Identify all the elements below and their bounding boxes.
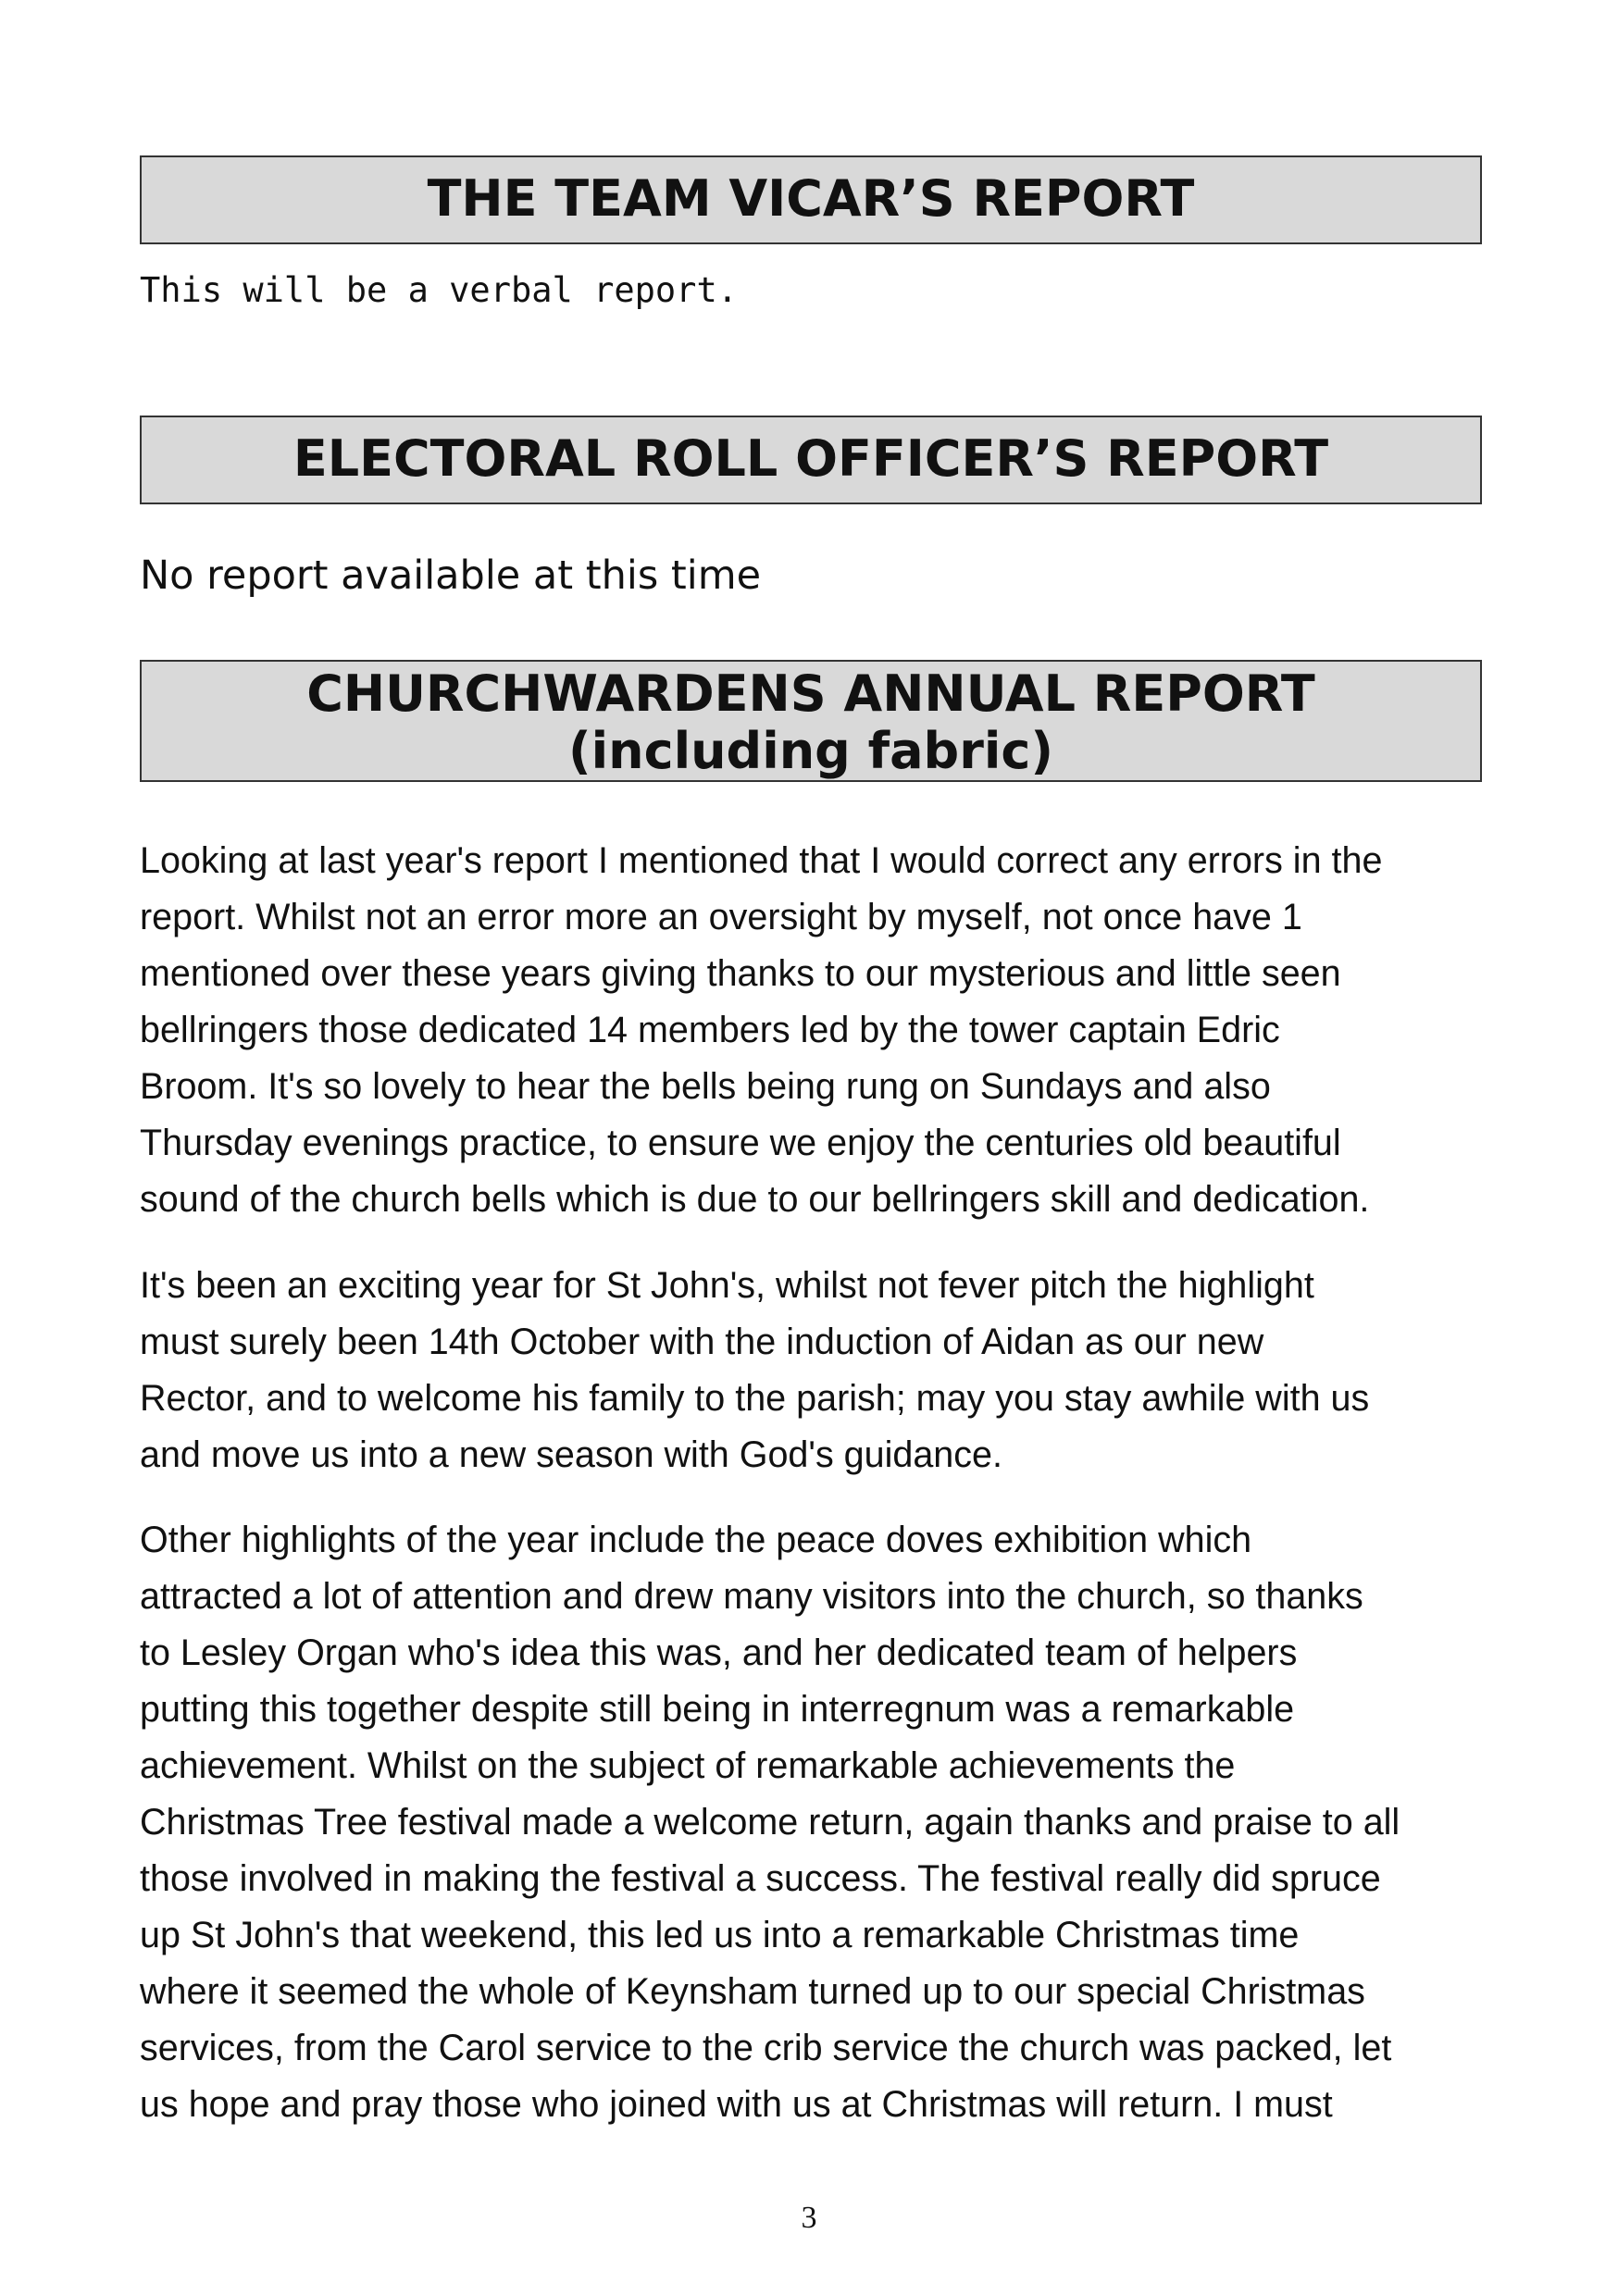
text-line: sound of the church bells which is due to our bellringers skill and dedication. (140, 1179, 1370, 1220)
text-line: achievement. Whilst on the subject of remarkable achievements the (140, 1745, 1236, 1786)
text-line: must surely been 14th October with the induction of Aidan as our new (140, 1322, 1264, 1362)
churchwardens-report-heading (140, 660, 1482, 782)
electoral-roll-heading (140, 416, 1482, 504)
text-line: Other highlights of the year include the peace doves exhibition which (140, 1520, 1252, 1560)
page-number: 3 (801, 2201, 817, 2235)
text-line: bellringers those dedicated 14 members led by the tower captain Edric (140, 1010, 1280, 1050)
vicar-report-heading (140, 155, 1482, 244)
churchwardens-paragraph-1 (140, 833, 1491, 1228)
vicar-report-title: THE TEAM VICAR’S REPORT (427, 169, 1195, 228)
text-line: Rector, and to welcome his family to the parish; may you stay awhile with us (140, 1378, 1370, 1419)
text-line: mentioned over these years giving thanks to our mysterious and little seen (140, 953, 1341, 994)
text-line: and move us into a new season with God's guidance. (140, 1434, 1002, 1475)
churchwardens-paragraph-3 (140, 1512, 1491, 2133)
text-line: us hope and pray those who joined with us at Christmas will return. I must (140, 2084, 1333, 2125)
text-line: Christmas Tree festival made a welcome return, again thanks and praise to all (140, 1802, 1400, 1843)
churchwardens-title-line2: (including fabric) (567, 722, 1054, 780)
electoral-roll-title: ELECTORAL ROLL OFFICER’S REPORT (292, 429, 1329, 488)
electoral-roll-text: No report available at this time (140, 552, 762, 599)
text-line: report. Whilst not an error more an oversight by myself, not once have 1 (140, 897, 1302, 937)
text-line: services, from the Carol service to the crib service the church was packed, let (140, 2028, 1392, 2068)
churchwardens-paragraph-2 (140, 1258, 1491, 1483)
text-line: where it seemed the whole of Keynsham turned up to our special Christmas (140, 1971, 1365, 2012)
text-line: those involved in making the festival a success. The festival really did spruce (140, 1858, 1381, 1899)
text-line: attracted a lot of attention and drew many visitors into the church, so thanks (140, 1576, 1363, 1617)
text-line: up St John's that weekend, this led us into a remarkable Christmas time (140, 1915, 1300, 1955)
text-line: Thursday evenings practice, to ensure we enjoy the centuries old beautiful (140, 1123, 1341, 1163)
churchwardens-title-line1: CHURCHWARDENS ANNUAL REPORT (306, 664, 1315, 723)
vicar-report-text: This will be a verbal report. (140, 270, 739, 310)
text-line: to Lesley Organ who's idea this was, and her dedicated team of helpers (140, 1632, 1298, 1673)
text-line: Broom. It's so lovely to hear the bells being rung on Sundays and also (140, 1066, 1271, 1107)
text-line: It's been an exciting year for St John's, whilst not fever pitch the highlight (140, 1265, 1314, 1306)
text-line: putting this together despite still being in interregnum was a remarkable (140, 1689, 1295, 1730)
text-line: Looking at last year's report I mentioned that I would correct any errors in the (140, 840, 1383, 881)
